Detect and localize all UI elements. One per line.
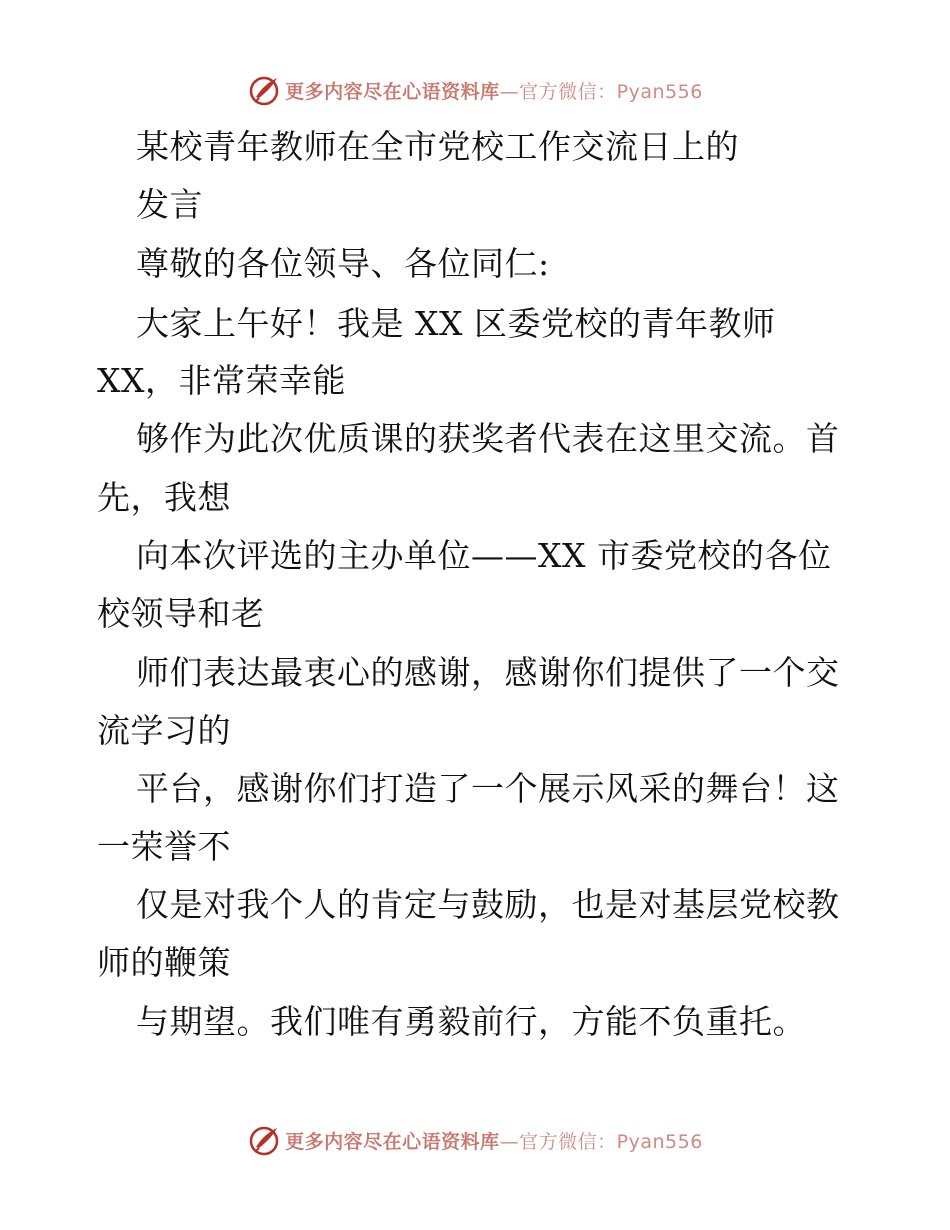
footer-banner-title: 更多内容尽在心语资料库 [285,1130,500,1153]
doc-paragraph-line: 仅是对我个人的肯定与鼓励，也是对基层党校教 [136,885,840,924]
footer-banner [0,1120,950,1160]
header-banner-text [285,77,703,104]
header-banner [0,70,950,110]
doc-paragraph-line: 与期望。我们唯有勇毅前行，方能不负重托。 [136,1002,806,1041]
doc-paragraph-line: 校领导和老 [97,594,265,633]
doc-paragraph-line: 先，我想 [97,478,231,517]
doc-paragraph-line: 平台，感谢你们打造了一个展示风采的舞台！这 [136,769,840,808]
doc-paragraph-line: 向本次评选的主办单位——XX 市委党校的各位 [136,536,832,575]
doc-paragraph-line: XX，非常荣幸能 [97,361,346,400]
doc-paragraph-line: 一荣誉不 [97,827,231,866]
doc-title-line-2: 发言 [136,185,203,224]
footer-banner-wechat: —官方微信：Pyan556 [499,1130,703,1153]
quill-logo-icon [247,73,281,107]
quill-logo-icon [247,1123,281,1157]
header-banner-wechat: —官方微信：Pyan556 [499,80,703,103]
doc-paragraph-line: 师的鞭策 [97,943,231,982]
doc-title-line-1: 某校青年教师在全市党校工作交流日上的 [136,127,739,166]
doc-paragraph-line: 流学习的 [97,711,231,750]
doc-salutation: 尊敬的各位领导、各位同仁: [136,244,550,283]
doc-paragraph-line: 师们表达最衷心的感谢，感谢你们提供了一个交 [136,653,840,692]
header-banner-title: 更多内容尽在心语资料库 [285,80,500,103]
doc-paragraph-line: 大家上午好！我是 XX 区委党校的青年教师 [136,304,776,343]
doc-paragraph-line: 够作为此次优质课的获奖者代表在这里交流。首 [136,419,840,458]
footer-banner-text [285,1127,703,1154]
